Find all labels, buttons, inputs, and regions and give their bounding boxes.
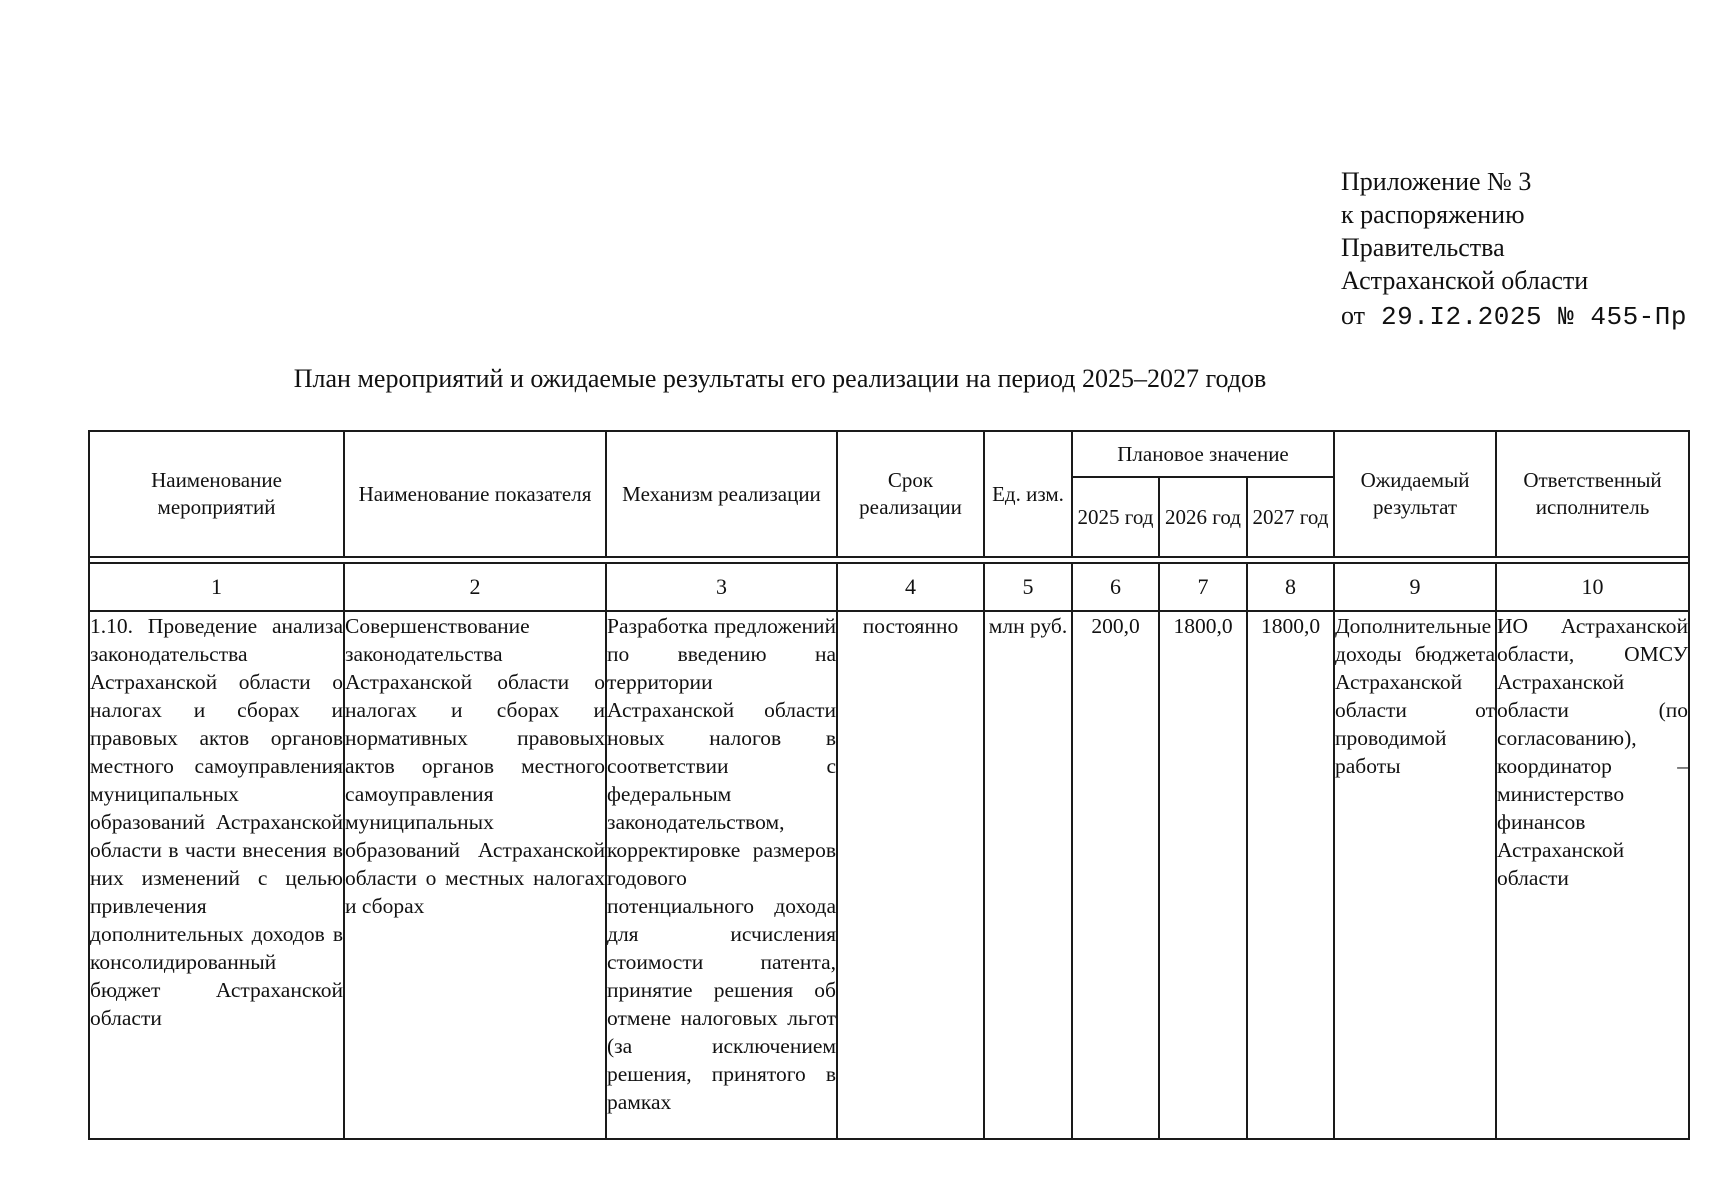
- header-activity: Наименование мероприятий: [89, 431, 344, 557]
- cell-activity: 1.10. Проведение анализа законодательства Астраханской области о налогах и сборах и правовых актов органов местного самоуправления муниципальных образований Астраханской области в части внесения в них изменений с целью привлечения дополнительных доходов в консолидированный бюджет Астраханской области: [89, 611, 344, 1139]
- cell-indicator: Совершенствование законодательства Астраханской области о налогах и сборах и нормативных правовых актов органов местного самоуправления муниципальных образований Астраханской области о местных налогах и сборах: [344, 611, 606, 1139]
- appendix-block: [1341, 165, 1687, 334]
- column-number: 2: [344, 563, 606, 611]
- cell-value-2025: 200,0: [1072, 611, 1159, 1139]
- header-year-2025: 2025 год: [1072, 477, 1159, 557]
- header-unit: Ед. изм.: [984, 431, 1072, 557]
- appendix-date-line: [1341, 299, 1687, 334]
- header-planned-value: Плановое значение: [1072, 431, 1334, 477]
- table-row: [89, 611, 1689, 1139]
- appendix-line-2: к распоряжению: [1341, 200, 1525, 229]
- header-indicator: Наименование показателя: [344, 431, 606, 557]
- cell-value-2027: 1800,0: [1247, 611, 1334, 1139]
- cell-term: постоянно: [837, 611, 984, 1139]
- column-number: 5: [984, 563, 1072, 611]
- plan-table: [88, 430, 1690, 1140]
- column-number: 4: [837, 563, 984, 611]
- header-expected-result: Ожидаемый результат: [1334, 431, 1496, 557]
- column-number: 9: [1334, 563, 1496, 611]
- column-number: 10: [1496, 563, 1689, 611]
- document-title: План мероприятий и ожидаемые результаты его реализации на период 2025–2027 годов: [293, 364, 1267, 393]
- cell-value-2026: 1800,0: [1159, 611, 1247, 1139]
- header-term: Срок реализации: [837, 431, 984, 557]
- appendix-from-label: от: [1341, 301, 1366, 330]
- column-number: 7: [1159, 563, 1247, 611]
- cell-expected-result: Дополнительные доходы бюджета Астраханской области от проводимой работы: [1334, 611, 1496, 1139]
- header-row: [89, 431, 1689, 477]
- column-number: 1: [89, 563, 344, 611]
- cell-executor: ИО Астраханской области, ОМСУ Астраханской области (по согласованию), координатор – министерство финансов Астраханской области: [1496, 611, 1689, 1139]
- appendix-line-1: Приложение № 3: [1341, 167, 1532, 196]
- cell-mechanism: Разработка предложений по введению на территории Астраханской области новых налогов в соответствии с федеральным законодательством, корректировке размеров годового потенциального дохода для исчисления стоимости патента, принятие решения об отмене налоговых льгот (за исключением решения, принятого в рамках: [606, 611, 837, 1139]
- appendix-line-4: Астраханской области: [1341, 266, 1589, 295]
- column-number: 3: [606, 563, 837, 611]
- header-mechanism: Механизм реализации: [606, 431, 837, 557]
- header-year-2026: 2026 год: [1159, 477, 1247, 557]
- appendix-date-number: 29.I2.2025 № 455-Пр: [1381, 302, 1687, 332]
- column-numbers-row: [89, 563, 1689, 611]
- header-year-2027: 2027 год: [1247, 477, 1334, 557]
- appendix-line-3: Правительства: [1341, 233, 1505, 262]
- column-number: 8: [1247, 563, 1334, 611]
- column-number: 6: [1072, 563, 1159, 611]
- cell-unit: млн руб.: [984, 611, 1072, 1139]
- header-responsible: Ответственный исполнитель: [1496, 431, 1689, 557]
